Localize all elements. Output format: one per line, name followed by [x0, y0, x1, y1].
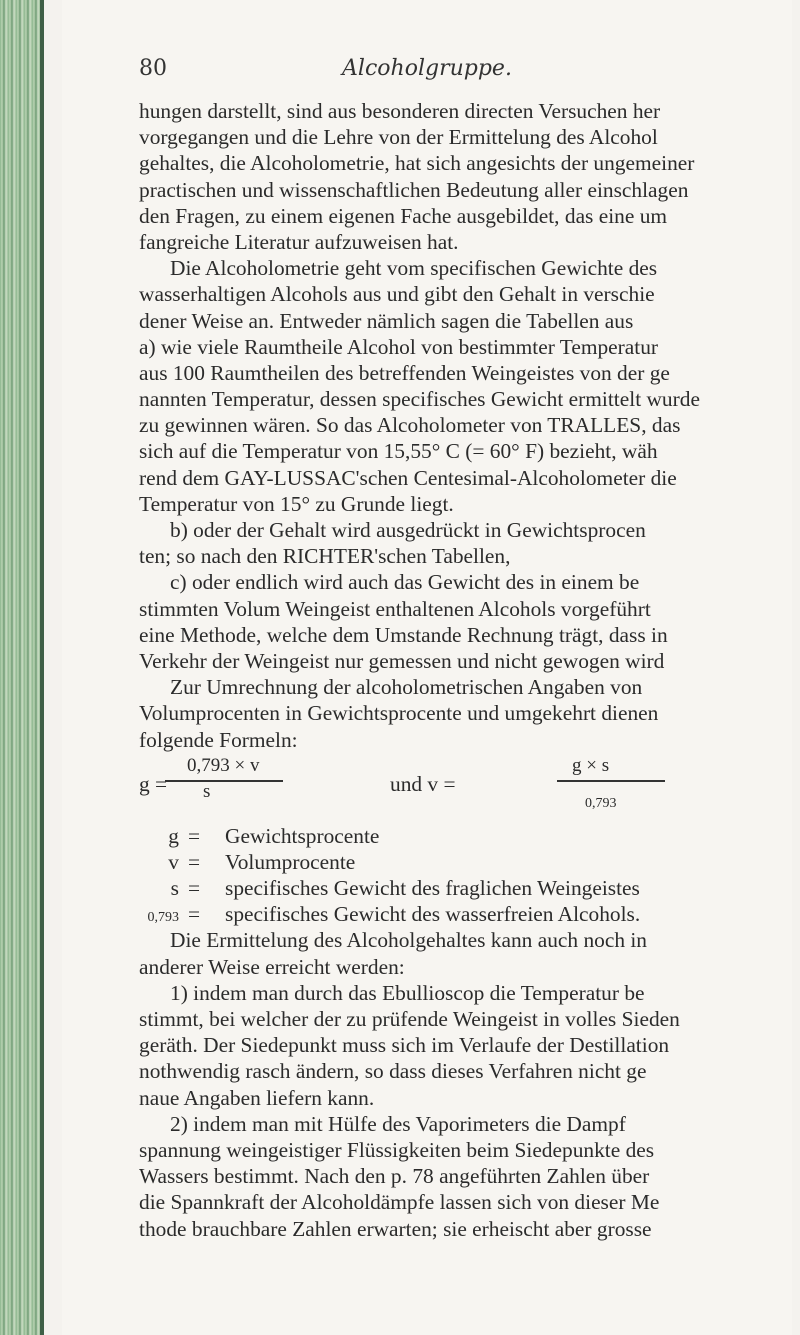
paragraph-1 [139, 98, 794, 255]
text-line: zu gewinnen wären. So das Alcoholometer von TRALLES, das [139, 413, 681, 438]
paragraph-8 [139, 1111, 794, 1242]
text-line: fangreiche Literatur aufzuweisen hat. [139, 229, 459, 254]
definition-text: Volumprocente [225, 849, 356, 874]
definition-symbol: s [170, 876, 179, 901]
definition-row [139, 823, 794, 849]
page-number: 80 [139, 56, 167, 81]
running-title: Alcoholgruppe. [342, 56, 512, 81]
formula-conjunction: und v = [390, 771, 456, 796]
fraction-bar [165, 780, 283, 782]
definition-equals: = [188, 849, 201, 874]
paragraph-6 [139, 927, 794, 979]
text-line: a) wie viele Raumtheile Alcohol von bestimmter Temperatur [139, 334, 659, 359]
definition-text: Gewichtsprocente [225, 823, 380, 848]
text-line: Zur Umrechnung der alcoholometrischen Angaben von [170, 675, 643, 700]
definition-symbol: 0,793 [147, 910, 179, 926]
definition-equals: = [188, 823, 201, 848]
text-line: Temperatur von 15° zu Grunde liegt. [139, 491, 454, 516]
formula-denominator-1: s [203, 780, 211, 802]
definition-equals: = [188, 902, 201, 927]
text-line: aus 100 Raumtheilen des betreffenden Weingeistes von der ge [139, 360, 670, 385]
text-line: rend dem GAY-LUSSAC'schen Centesimal-Alcoholometer die [139, 465, 677, 490]
text-line: geräth. Der Siedepunkt muss sich im Verlaufe der Destillation [139, 1033, 670, 1058]
text-line: stimmt, bei welcher der zu prüfende Weingeist in volles Sieden [139, 1007, 680, 1031]
text-line: vorgegangen und die Lehre von der Ermittelung des Alcohol [139, 125, 658, 150]
paragraph-5 [139, 674, 794, 753]
paragraph-7 [139, 980, 794, 1111]
definition-list [139, 823, 794, 928]
text-line: spannung weingeistiger Flüssigkeiten beim Siedepunkte des [139, 1137, 655, 1162]
text-line: Die Alcoholometrie geht vom specifischen Gewichte des [170, 256, 658, 281]
text-line: dener Weise an. Entweder nämlich sagen die Tabellen aus [139, 308, 634, 333]
formula-lhs: g = [139, 771, 168, 796]
text-line: b) oder der Gehalt wird ausgedrückt in Gewichtsprocen [170, 518, 646, 542]
text-line: eine Methode, welche dem Umstande Rechnung trägt, dass in [139, 622, 668, 647]
definition-row [139, 901, 794, 927]
text-line: practischen und wissenschaftlichen Bedeutung aller einschlagen [139, 177, 689, 202]
page-header [62, 56, 792, 86]
text-line: thode brauchbare Zahlen erwarten; sie erheischt aber grosse [139, 1216, 652, 1241]
text-line: anderer Weise erreicht werden: [139, 954, 405, 979]
text-line: Verkehr der Weingeist nur gemessen und nicht gewogen wird [139, 648, 665, 673]
definition-text: specifisches Gewicht des wasserfreien Alcohols. [225, 902, 641, 927]
text-line: nothwendig rasch ändern, so dass dieses Verfahren nicht ge [139, 1059, 647, 1084]
text-line: nannten Temperatur, dessen specifisches Gewicht ermittelt wurde [139, 387, 700, 412]
text-line: ten; so nach den RICHTER'schen Tabellen, [139, 544, 511, 569]
text-line: wasserhaltigen Alcohols aus und gibt den Gehalt in verschie [139, 282, 655, 307]
text-line: c) oder endlich wird auch das Gewicht des in einem be [170, 570, 640, 595]
conversion-formula [139, 753, 794, 823]
paragraph-3 [139, 517, 794, 569]
text-line: stimmten Volum Weingeist enthaltenen Alcohols vorgeführt [139, 596, 651, 621]
definition-equals: = [188, 876, 201, 901]
paragraph-4 [139, 569, 794, 674]
text-line: naue Angaben liefern kann. [139, 1085, 375, 1110]
formula-numerator-1: 0,793 × v [187, 754, 260, 776]
definition-row [139, 849, 794, 875]
definition-text: specifisches Gewicht des fraglichen Weingeistes [225, 876, 640, 901]
paragraph-2 [139, 255, 794, 517]
text-line: gehaltes, die Alcoholometrie, hat sich angesichts der ungemeiner [139, 151, 695, 176]
definition-symbol: g [168, 823, 179, 848]
formula-denominator-2: 0,793 [585, 795, 617, 811]
body-text [139, 98, 794, 1242]
formula-numerator-2: g × s [572, 754, 610, 776]
book-spine-edge [0, 0, 44, 1335]
text-line: den Fragen, zu einem eigenen Fache ausgebildet, das eine um [139, 203, 668, 228]
text-line: die Spannkraft der Alcoholdämpfe lassen sich von dieser Me [139, 1190, 660, 1215]
definition-row [139, 875, 794, 901]
text-line: Wassers bestimmt. Nach den p. 78 angeführten Zahlen über [139, 1164, 650, 1189]
text-line: 2) indem man mit Hülfe des Vaporimeters die Dampf [170, 1111, 626, 1136]
fraction-bar [557, 780, 665, 782]
text-line: sich auf die Temperatur von 15,55° C (= 60° F) bezieht, wäh [139, 439, 658, 464]
text-line: 1) indem man durch das Ebullioscop die Temperatur be [170, 980, 645, 1005]
text-line: folgende Formeln: [139, 727, 298, 752]
text-line: Die Ermittelung des Alcoholgehaltes kann auch noch in [170, 928, 648, 953]
text-line: hungen darstellt, sind aus besonderen directen Versuchen her [139, 99, 661, 123]
definition-symbol: v [168, 849, 179, 874]
text-line: Volumprocenten in Gewichtsprocente und umgekehrt dienen [139, 701, 659, 726]
